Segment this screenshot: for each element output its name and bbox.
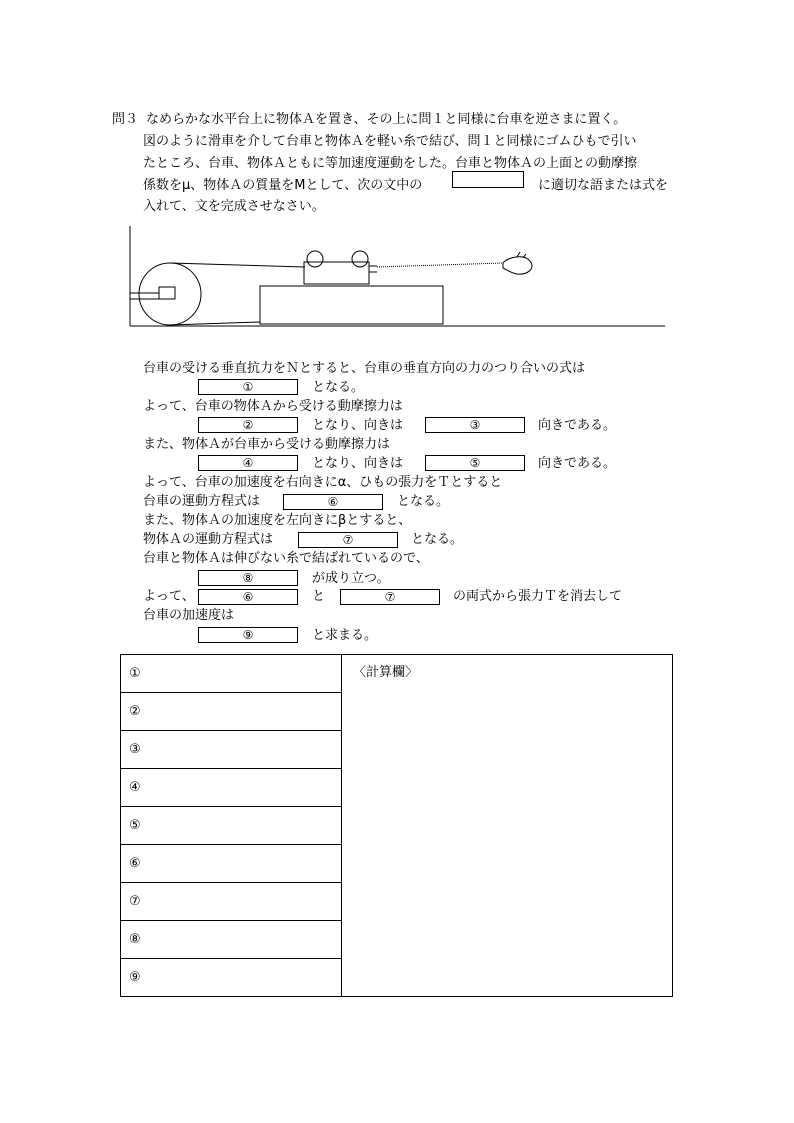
sentence-10: 台車の加速度は (143, 608, 235, 623)
problem-line-3: たところ、台車、物体Ａともに等加速度運動をした。台車と物体Ａの上面との動摩擦 (143, 156, 638, 171)
table-divider (341, 655, 342, 996)
sentence-7-tail: となる。 (411, 532, 464, 547)
answer-cell-7[interactable]: ⑦ (121, 883, 341, 921)
blank-7-ref: ⑦ (340, 589, 440, 605)
hand-icon (503, 252, 532, 274)
sentence-9-tail: の両式から張力Ｔを消去して (453, 589, 623, 604)
answer-cell-4[interactable]: ④ (121, 769, 341, 807)
sentence-6: また、物体Ａの加速度を左向きにβとすると、 (143, 513, 412, 528)
answer-cell-5[interactable]: ⑤ (121, 807, 341, 845)
blank-3[interactable]: ③ (425, 417, 525, 433)
blank-8[interactable]: ⑧ (198, 570, 298, 586)
blank-4[interactable]: ④ (198, 455, 298, 471)
answer-cell-9[interactable]: ⑨ (129, 970, 141, 985)
blank-5[interactable]: ⑤ (425, 455, 525, 471)
answer-cell-3[interactable]: ③ (121, 731, 341, 769)
problem-line-5: 入れて、文を完成させなさい。 (143, 199, 325, 214)
inverted-cart (304, 251, 377, 284)
sentence-4: よって、台車の加速度を右向きにα、ひもの張力をＴとすると (143, 475, 503, 490)
answer-table (120, 654, 673, 997)
sentence-5-tail: となる。 (397, 494, 450, 509)
answer-cell-1[interactable]: ① (121, 655, 341, 693)
sentence-5: 台車の運動方程式は (143, 494, 261, 509)
blank-1[interactable]: ① (198, 379, 298, 395)
sentence-3: また、物体Ａが台車から受ける動摩擦力は (143, 437, 391, 452)
sentence-3-tail: 向きである。 (538, 456, 617, 471)
sentence-3-mid: となり、向きは (312, 456, 404, 471)
sentence-10-tail: と求まる。 (312, 628, 378, 643)
pulley (130, 263, 201, 325)
sentence-2: よって、台車の物体Ａから受ける動摩擦力は (143, 399, 403, 414)
blank-2[interactable]: ② (198, 417, 298, 433)
blank-7[interactable]: ⑦ (298, 532, 398, 548)
apparatus-figure (125, 224, 670, 334)
answer-cell-2[interactable]: ② (121, 693, 341, 731)
rubber-band (377, 263, 503, 267)
sentence-9: よって、 (143, 589, 195, 604)
sentence-8-tail: が成り立つ。 (312, 571, 390, 586)
problem-line-2: 図のように滑車を介して台車と物体Ａを軽い糸で結び、問１と同様にゴムひもで引い (143, 134, 637, 149)
object-a-block (260, 286, 443, 324)
problem-line-4-tail: に適切な語または式を (538, 178, 669, 193)
sentence-9-and: と (312, 589, 326, 604)
sentence-2-tail: 向きである。 (538, 418, 617, 433)
answer-cell-6[interactable]: ⑥ (121, 845, 341, 883)
calculation-area-label: 〈計算欄〉 (353, 665, 419, 680)
answer-cell-8[interactable]: ⑧ (121, 921, 341, 959)
example-blank-box (452, 171, 524, 188)
blank-6-ref: ⑥ (198, 589, 298, 605)
blank-6[interactable]: ⑥ (283, 494, 383, 510)
sentence-1-tail: となる。 (312, 380, 365, 395)
sentence-8: 台車と物体Ａは伸びない糸で結ばれているので、 (143, 551, 429, 566)
blank-9[interactable]: ⑨ (198, 627, 298, 643)
string-upper (170, 263, 305, 267)
problem-line-1: なめらかな水平台上に物体Ａを置き、その上に問１と同様に台車を逆さまに置く。 (146, 112, 627, 127)
sentence-1: 台車の受ける垂直抗力をＮとすると、台車の垂直方向の力のつり合いの式は (143, 361, 586, 376)
problem-line-4: 係数をμ、物体Ａの質量をMとして、次の文中の (143, 178, 423, 193)
problem-number: 問３ (112, 112, 139, 127)
sentence-7: 物体Ａの運動方程式は (143, 532, 274, 547)
sentence-2-mid: となり、向きは (312, 418, 404, 433)
